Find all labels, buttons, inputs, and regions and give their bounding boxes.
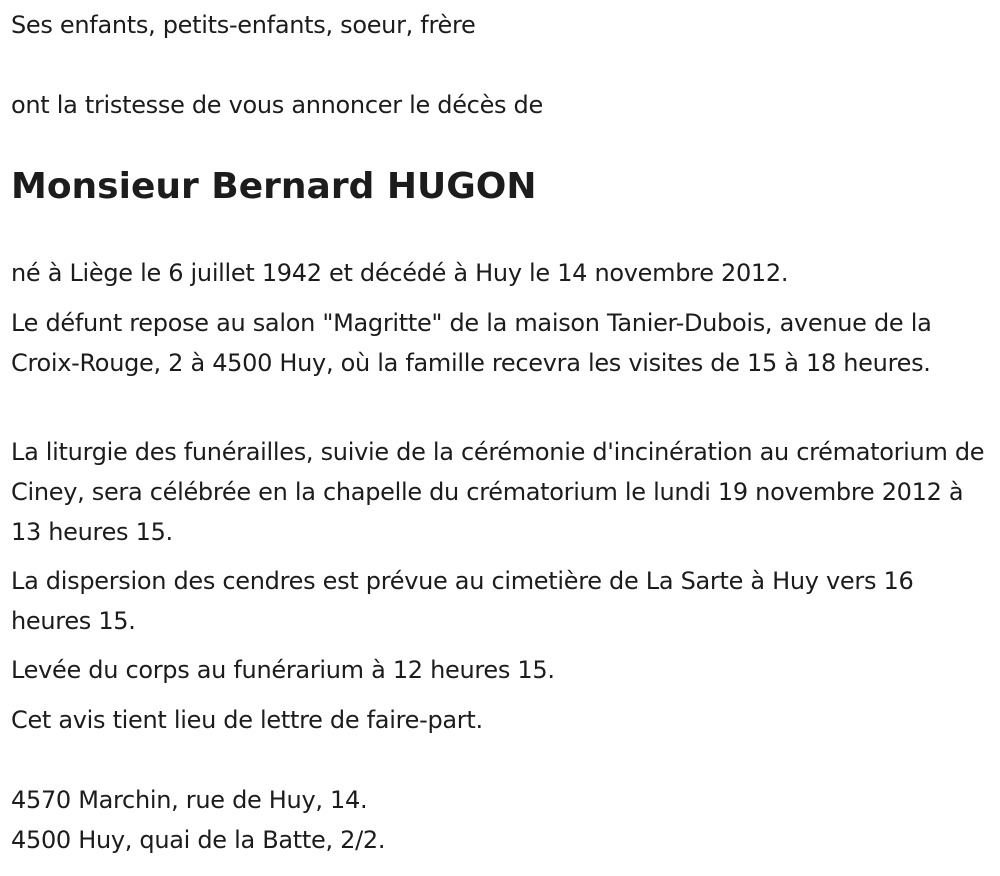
resting-place-paragraph: Le défunt repose au salon "Magritte" de la maison Tanier-Dubois, avenue de la Croix-Rouge, 2 à 4500 Huy, où la famille recevra les visites de 15 à 18 heures. bbox=[11, 309, 932, 377]
deceased-name: Monsieur Bernard HUGON bbox=[11, 166, 537, 207]
address-line: 4500 Huy, quai de la Batte, 2/2. bbox=[11, 826, 386, 854]
announce-line: ont la tristesse de vous annoncer le décès de bbox=[11, 91, 543, 119]
levee-paragraph: Levée du corps au funérarium à 12 heures 15. bbox=[11, 656, 555, 684]
notice-paragraph: Cet avis tient lieu de lettre de faire-part. bbox=[11, 706, 483, 734]
address-line: 4570 Marchin, rue de Huy, 14. bbox=[11, 786, 368, 814]
liturgy-paragraph: La liturgie des funérailles, suivie de la cérémonie d'incinération au crématorium de Ciney, sera célébrée en la chapelle du crématorium le lundi 19 novembre 2012 à 13 heures 15. bbox=[11, 438, 985, 546]
birth-death-paragraph: né à Liège le 6 juillet 1942 et décédé à Huy le 14 novembre 2012. bbox=[11, 259, 789, 287]
family-line: Ses enfants, petits-enfants, soeur, frère bbox=[11, 11, 476, 39]
dispersion-paragraph: La dispersion des cendres est prévue au cimetière de La Sarte à Huy vers 16 heures 15. bbox=[11, 567, 914, 635]
